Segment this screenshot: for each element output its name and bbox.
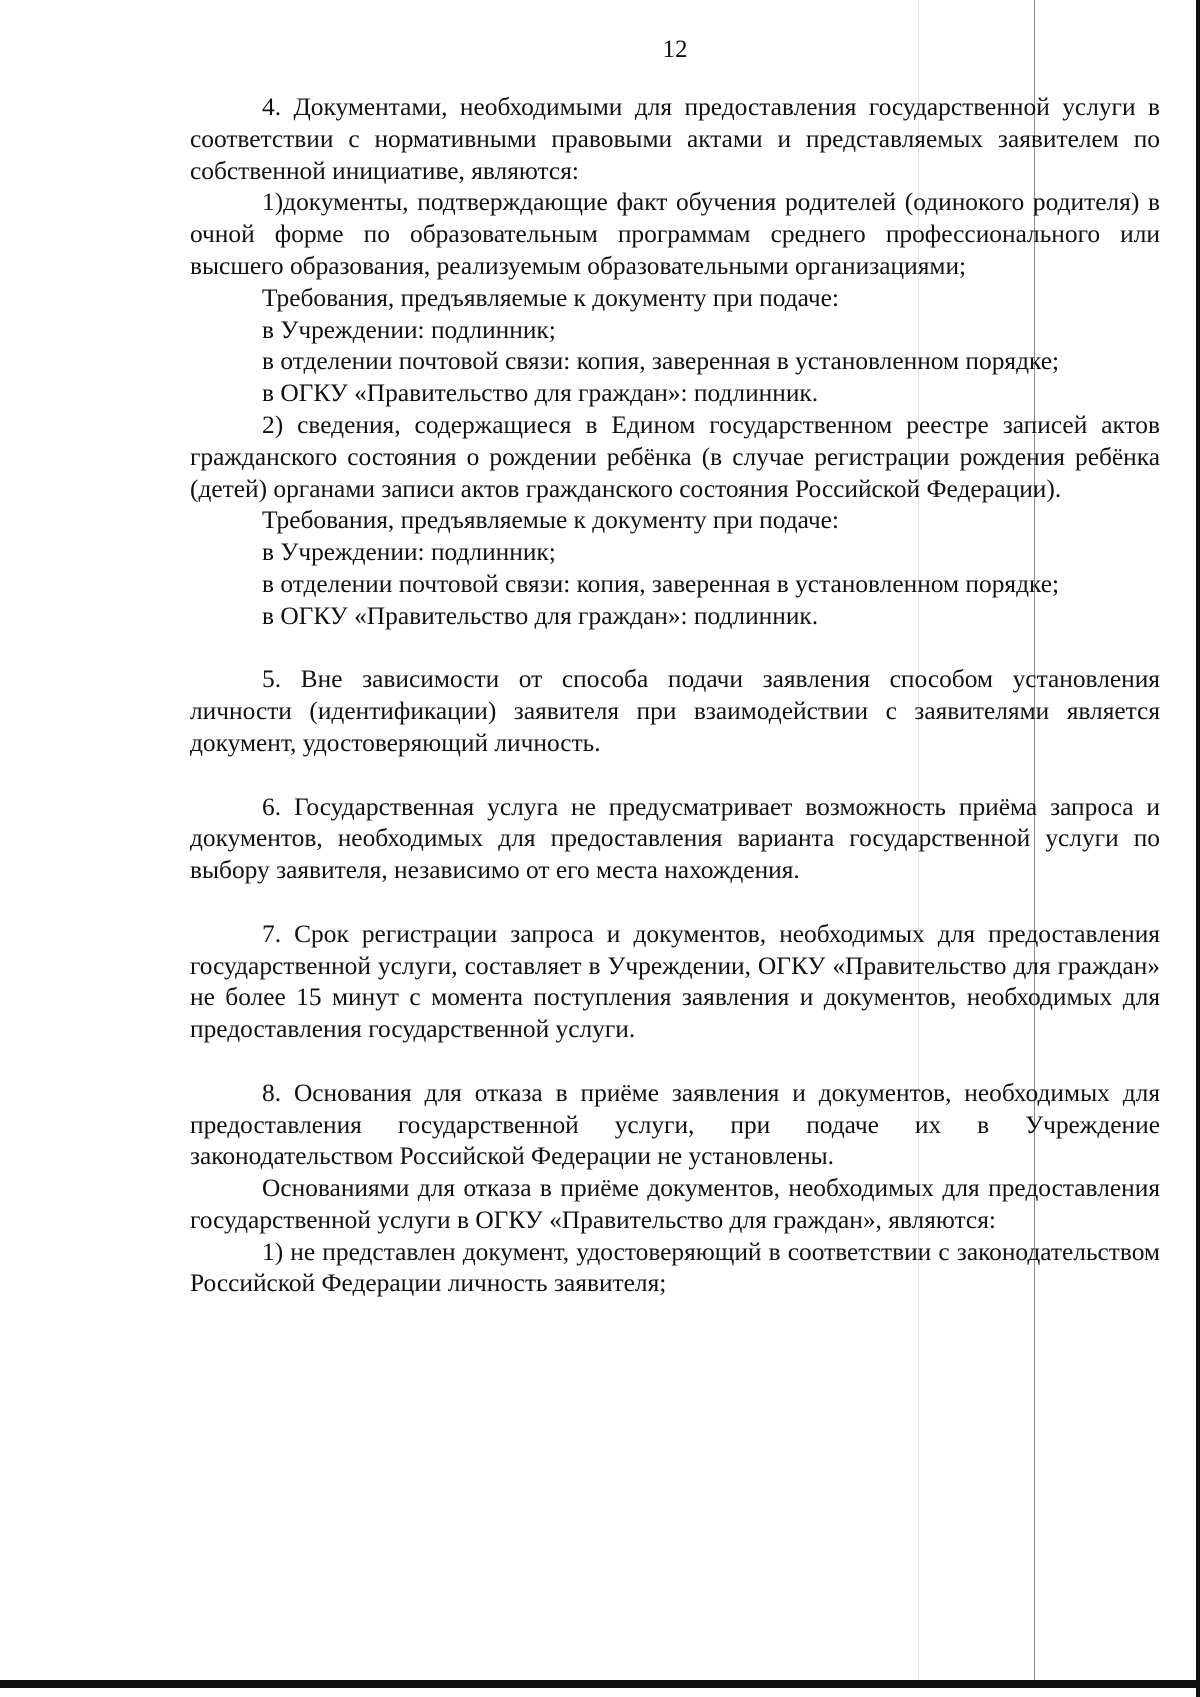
document-body	[190, 92, 1160, 1300]
page-number: 12	[662, 36, 688, 63]
paragraph-5-identification: 5. Вне зависимости от способа подачи заявления способом установления личности (идентификации) заявителя при взаимодействии с заявителями является документ, удостоверяющий личность.	[190, 665, 1160, 757]
list-item-2-registry-info: 2) сведения, содержащиеся в Едином государственном реестре записей актов гражданского состояния о рождении ребёнка (в случае регистрации рождения ребёнка (детей) органами записи актов гражданского состояния Российской Федерации).	[190, 410, 1160, 503]
paragraph-4-documents-intro: 4. Документами, необходимыми для предоставления государственной услуги в соответствии с нормативными правовыми актами и представляемых заявителем по собственной инициативе, являются:	[190, 93, 1160, 185]
requirements-heading: Требования, предъявляемые к документу при подаче:	[262, 283, 839, 312]
requirements-heading: Требования, предъявляемые к документу при подаче:	[262, 506, 839, 535]
requirement-institution: в Учреждении: подлинник;	[262, 538, 556, 567]
paragraph-7-registration-term: 7. Срок регистрации запроса и документов, необходимых для предоставления государственной услуги, составляет в Учреждении, ОГКУ «Правительство для граждан» не более 15 минут с момента поступления заявления и документов, необходимых для предоставления государственной услуги.	[190, 919, 1160, 1044]
requirement-ogku: в ОГКУ «Правительство для граждан»: подлинник.	[262, 379, 819, 408]
refusal-grounds-ogku: Основаниями для отказа в приёме документов, необходимых для предоставления государственной услуги в ОГКУ «Правительство для граждан», являются:	[190, 1174, 1160, 1234]
list-item-1-study-documents: 1)документы, подтверждающие факт обучения родителей (одинокого родителя) в очной форме по образовательным программам среднего профессионального или высшего образования, реализуемым образовательными организациями;	[190, 188, 1160, 280]
requirement-ogku: в ОГКУ «Правительство для граждан»: подлинник.	[262, 601, 819, 630]
page-border-right	[1196, 0, 1200, 1697]
requirement-post-office: в отделении почтовой связи: копия, заверенная в установленном порядке;	[262, 569, 1060, 598]
requirement-institution: в Учреждении: подлинник;	[262, 315, 556, 344]
paragraph-8-refusal-grounds: 8. Основания для отказа в приёме заявления и документов, необходимых для предоставления государственной услуги, при подаче их в Учреждение законодательством Российской Федерации не установлены.	[190, 1078, 1160, 1171]
paragraph-6-extraterritorial: 6. Государственная услуга не предусматривает возможность приёма запроса и документов, необходимых для предоставления варианта государственной услуги по выбору заявителя, независимо от его места нахождения.	[190, 792, 1160, 885]
requirement-post-office: в отделении почтовой связи: копия, заверенная в установленном порядке;	[262, 347, 1060, 376]
refusal-ground-1: 1) не представлен документ, удостоверяющий в соответствии с законодательством Российской Федерации личность заявителя;	[190, 1237, 1160, 1298]
page-border-bottom	[0, 1680, 1200, 1688]
